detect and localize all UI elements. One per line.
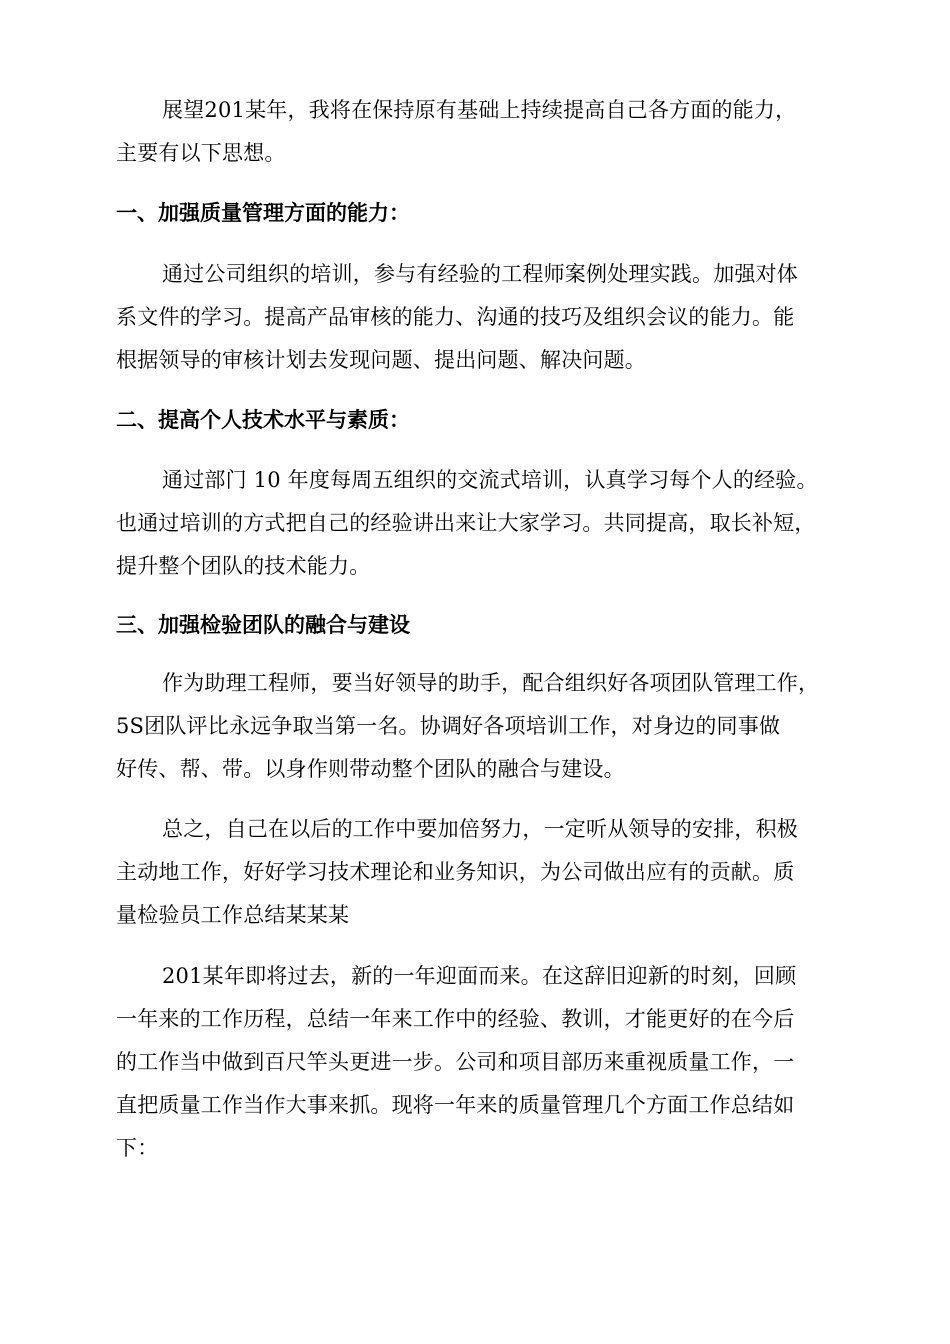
text-line: 下： [116, 1136, 159, 1160]
section-heading-3: 三、加强检验团队的融合与建设 [116, 613, 410, 637]
intro-paragraph [116, 89, 836, 175]
text-line: 系文件的学习。提高产品审核的能力、沟通的技巧及组织会议的能力。能 [116, 305, 795, 329]
text-line: 展望201某年，我将在保持原有基础上持续提高自己各方面的能力， [162, 98, 797, 122]
text-line: 根据领导的审核计划去发现问题、提出问题、解决问题。 [116, 348, 646, 372]
text-line: 5S团队评比永远争取当第一名。协调好各项培训工作，对身边的同事做 [116, 714, 781, 738]
new-report-paragraph [116, 955, 836, 1170]
section-heading-2: 二、提高个人技术水平与素质： [116, 408, 410, 432]
text-line: 作为助理工程师，要当好领导的助手，配合组织好各项团队管理工作， [162, 671, 820, 695]
summary-paragraph [116, 808, 836, 937]
text-line: 好传、帮、带。以身作则带动整个团队的融合与建设。 [116, 757, 625, 781]
text-line: 主动地工作，好好学习技术理论和业务知识，为公司做出应有的贡献。质 [116, 860, 795, 884]
text-line: 也通过培训的方式把自己的经验讲出来让大家学习。共同提高，取长补短， [116, 511, 816, 535]
text-line: 提升整个团队的技术能力。 [116, 554, 371, 578]
text-line: 201某年即将过去，新的一年迎面而来。在这辞旧迎新的时刻，回顾 [162, 964, 797, 988]
text-line: 通过公司组织的培训，参与有经验的工程师案例处理实践。加强对体 [162, 262, 798, 286]
text-line: 通过部门 10 年度每周五组织的交流式培训，认真学习每个人的经验。 [162, 468, 818, 492]
section-1-paragraph [116, 253, 836, 382]
section-heading-1: 一、加强质量管理方面的能力： [116, 201, 410, 225]
section-3-paragraph [116, 662, 836, 791]
text-line: 总之，自己在以后的工作中要加倍努力，一定听从领导的安排，积极 [162, 817, 798, 841]
text-line: 量检验员工作总结某某某 [116, 903, 350, 927]
text-line: 一年来的工作历程，总结一年来工作中的经验、教训，才能更好的在今后 [116, 1007, 795, 1031]
text-line: 的工作当中做到百尺竿头更进一步。公司和项目部历来重视质量工作，一 [116, 1050, 795, 1074]
section-2-paragraph [116, 459, 836, 588]
text-line: 主要有以下思想。 [116, 141, 286, 165]
text-line: 直把质量工作当作大事来抓。现将一年来的质量管理几个方面工作总结如 [116, 1093, 795, 1117]
